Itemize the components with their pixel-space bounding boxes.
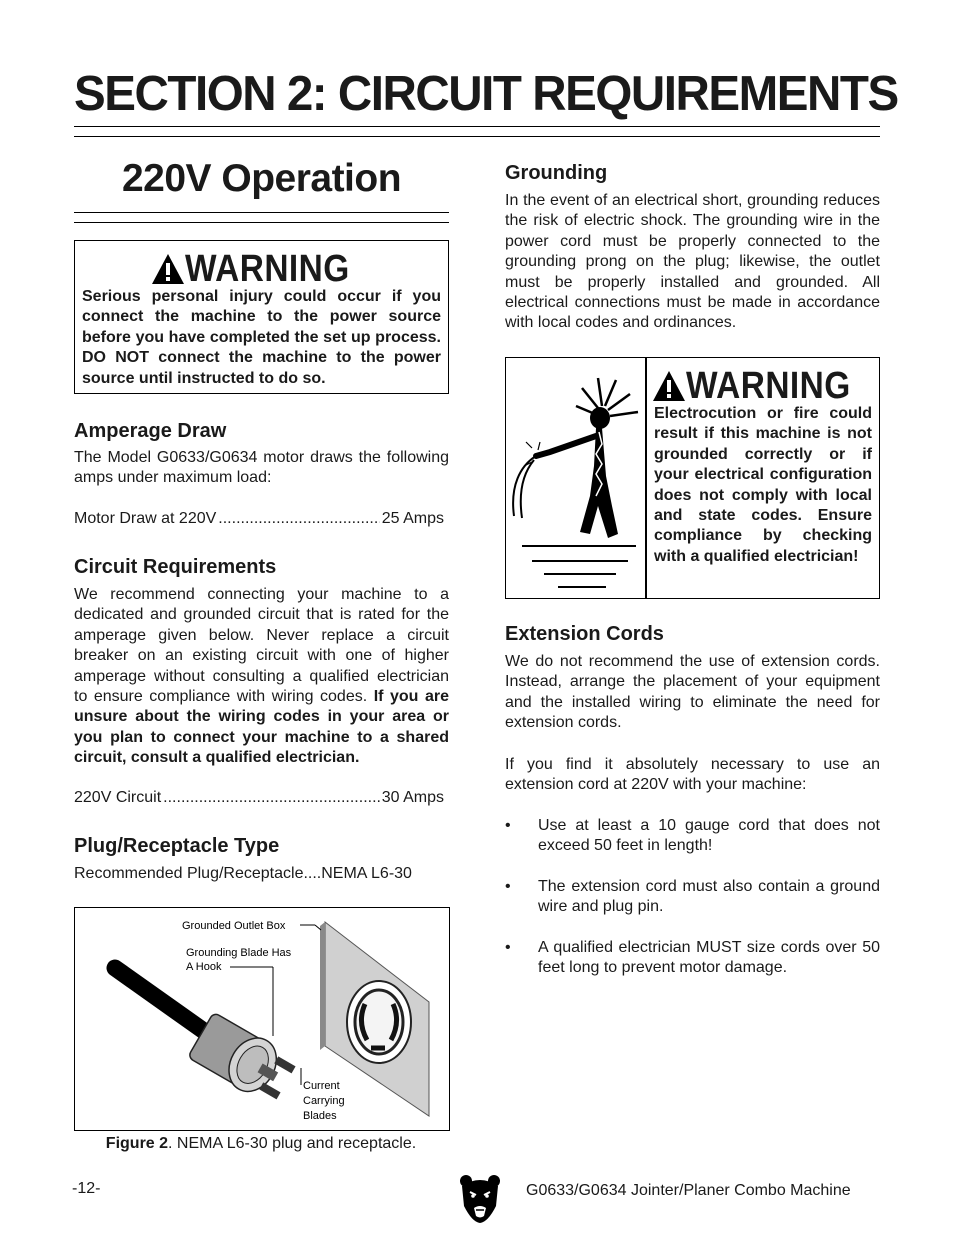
amperage-text: The Model G0633/G0634 motor draws the following amps under maximum load:: [74, 449, 449, 487]
warning2-text: Electrocution or fire could result if this machine is not grounded correctly or if your electrical configuration does not comply with local and state codes. Ensure compliance by checking with a qualified electrician!: [654, 405, 872, 565]
figure-caption: [74, 1135, 448, 1153]
electrocution-figure-icon: [510, 366, 642, 592]
circuit-row: [74, 789, 444, 807]
circuit-row-label: 220V Circuit: [74, 789, 162, 806]
warning-box-electrocution: [505, 357, 880, 599]
section-title: SECTION 2: CIRCUIT REQUIREMENTS: [74, 67, 898, 121]
amperage-heading: Amperage Draw: [74, 420, 227, 442]
warning-header: [646, 366, 879, 406]
warning-header: [75, 249, 448, 289]
extension-para1: We do not recommend the use of extension cords. Instead, arrange the placement of your equipment and the installed wiring to eliminate the need for extension cords.: [505, 653, 880, 732]
bullet-dot: •: [505, 878, 511, 895]
bullet-text: The extension cord must also contain a ground wire and plug pin.: [538, 878, 880, 916]
leader-dots: [163, 789, 380, 807]
circuit-bold-note: If you are unsure about the wiring codes in your area or you plan to connect your machine to a shared circuit, consult a qualified electrician.: [74, 688, 449, 767]
warning-text: Serious personal injury could occur if you connect the machine to the power source before you have completed the set up process. DO NOT connect the machine to the power source until instructed to do so.: [82, 288, 441, 387]
list-item: [505, 938, 880, 980]
title-rule-top: [74, 126, 880, 127]
warning-box-setup: [74, 240, 449, 394]
warning2-content: [646, 366, 879, 567]
figure-plug-receptacle: [74, 907, 450, 1131]
leader-dots: [218, 510, 379, 528]
extension-para2: If you find it absolutely necessary to use an extension cord at 220V with your machine:: [505, 756, 880, 794]
bullet-dot: •: [505, 939, 511, 956]
warning-triangle-icon: [652, 369, 686, 403]
warning-triangle-icon: [151, 252, 185, 286]
circuit-body: We recommend connecting your machine to a dedicated and grounded circuit that is rated for the amperage given below. Never replace a circuit breaker on an existing circuit with one of higher amperage without consulting a qualified electrician to ensure compliance with wiring codes.: [74, 586, 449, 706]
plug-text: Recommended Plug/Receptacle....NEMA L6-30: [74, 865, 412, 882]
figure-caption-text: . NEMA L6-30 plug and receptacle.: [168, 1135, 417, 1152]
bullet-text: Use at least a 10 gauge cord that does not exceed 50 feet in length!: [538, 817, 880, 855]
list-item: [505, 816, 880, 858]
footer-model: G0633/G0634 Jointer/Planer Combo Machine: [526, 1182, 851, 1199]
circuit-row-value: 30 Amps: [381, 789, 444, 806]
page-number: -12-: [72, 1180, 101, 1197]
motor-draw-label: Motor Draw at 220V: [74, 510, 217, 527]
subsection-rule-top: [74, 212, 449, 213]
label-blades-1: Current: [303, 1080, 340, 1092]
bullet-text: A qualified electrician MUST size cords over 50 feet long to prevent motor damage.: [538, 939, 880, 977]
label-outlet-box: Grounded Outlet Box: [182, 920, 286, 932]
label-blades-2: Carrying: [303, 1095, 345, 1107]
label-blade-hook-2: A Hook: [186, 961, 222, 973]
label-blade-hook-1: Grounding Blade Has: [186, 947, 292, 959]
circuit-heading: Circuit Requirements: [74, 556, 277, 578]
subsection-rule-bottom: [74, 222, 449, 223]
label-blades-3: Blades: [303, 1110, 337, 1122]
title-rule-bottom: [74, 136, 880, 137]
warning-label: WARNING: [685, 365, 851, 407]
list-item: [505, 877, 880, 919]
bear-logo-icon: [458, 1172, 502, 1224]
grounding-text: In the event of an electrical short, grounding reduces the risk of electric shock. The grounding wire in the power cord must be properly connected to the grounding prong on the plug; likewise, the outlet must be properly installed and grounded. All electrical connections must be made in accordance with local codes and ordinances.: [505, 192, 880, 332]
subsection-title: 220V Operation: [121, 157, 402, 200]
motor-draw-value: 25 Amps: [381, 510, 444, 527]
warning-label: WARNING: [184, 248, 350, 290]
figure-caption-label: Figure 2: [105, 1135, 169, 1152]
bullet-dot: •: [505, 817, 511, 834]
motor-draw-row: [74, 510, 444, 528]
grounding-heading: Grounding: [505, 162, 608, 184]
extension-heading: Extension Cords: [505, 623, 664, 645]
plug-heading: Plug/Receptacle Type: [74, 835, 280, 857]
plug-receptacle-illustration: [75, 908, 449, 1130]
circuit-text: [74, 585, 449, 769]
